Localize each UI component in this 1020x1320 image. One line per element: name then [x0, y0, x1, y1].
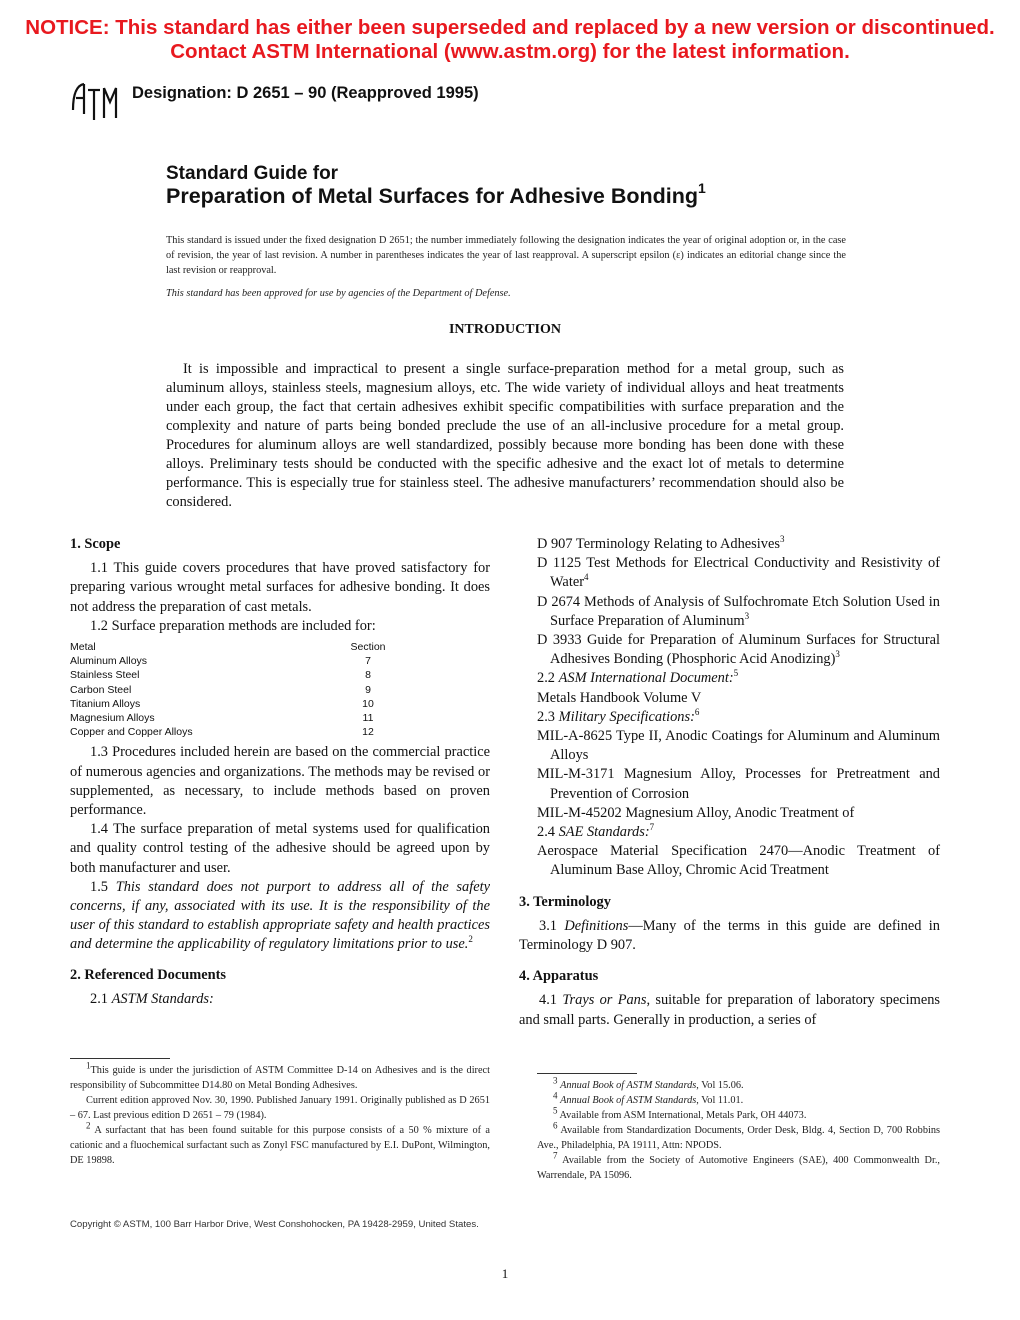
metal-cell: Carbon Steel	[70, 683, 132, 696]
paragraph-4-1-text: , suitable for preparation of laboratory specimens and small parts. Generally in production, a series of	[519, 992, 940, 1028]
footnote-text: , Vol 11.01.	[696, 1095, 744, 1106]
footnote-1-continued	[70, 1093, 490, 1123]
issued-note: This standard is issued under the fixed designation D 2651; the number immediately following the designation indicates the year of original adoption or, in the case of revision, the year of last revision. A number in parentheses indicates the year of last reapproval. A superscript epsilon (ε) indicates an editorial change since the last revision or reapproval.	[166, 235, 846, 276]
metal-cell: Copper and Copper Alloys	[70, 726, 193, 739]
table-row	[70, 668, 490, 682]
referenced-documents-heading: 2. Referenced Documents	[70, 966, 226, 983]
footnote-2	[70, 1120, 490, 1168]
footnote-4	[537, 1090, 940, 1108]
footnote-number: 6	[553, 1120, 558, 1131]
reference-footnote-ref: 4	[584, 572, 589, 583]
section-cell: 10	[362, 697, 374, 710]
paragraph-1-5-number: 1.5	[90, 878, 108, 895]
footnote-text: Available from ASM International, Metals Park, OH 44073.	[559, 1110, 807, 1121]
paragraph-2-2-title: ASM International Document:	[558, 670, 734, 687]
astm-logo	[70, 80, 120, 122]
footnote-number: 5	[553, 1105, 558, 1116]
terminology-heading: 3. Terminology	[519, 893, 611, 910]
footnote-text: Available from Standardization Documents, Order Desk, Bldg. 4, Section D, 700 Robbins Ave., Philadelphia, PA 19111, Attn: NPODS.	[537, 1125, 940, 1151]
footnote-ref-7: 7	[649, 822, 655, 833]
metal-cell: Stainless Steel	[70, 669, 140, 682]
footnotes-left	[70, 1058, 490, 1168]
table-row	[70, 711, 490, 725]
paragraph-3-1-number: 3.1	[539, 917, 557, 934]
metal-cell: Aluminum Alloys	[70, 655, 148, 668]
title-line-2	[166, 179, 706, 209]
footnote-number: 3	[553, 1075, 558, 1086]
reference-text: D 1125 Test Methods for Electrical Conductivity and Resistivity of Water	[537, 555, 940, 591]
footnote-3	[537, 1075, 940, 1093]
footnote-ref-2: 2	[468, 934, 473, 945]
table-header	[70, 640, 490, 654]
paragraph-2-1-number: 2.1	[90, 990, 108, 1007]
footnote-ref-5: 5	[733, 668, 739, 679]
footnote-number: 4	[553, 1090, 558, 1101]
table-row	[70, 725, 490, 739]
paragraph-1-1: 1.1 This guide covers procedures that have proved satisfactory for preparing various wrought metal surfaces for adhesive bonding. It does not address the preparation of cast metals.	[70, 560, 490, 615]
section-cell: 8	[365, 669, 371, 682]
paragraph-4-1-number: 4.1	[539, 992, 557, 1009]
paragraph-2-4-title: SAE Standards:	[558, 824, 650, 841]
table-row	[70, 697, 490, 711]
footnote-text: , Vol 15.06.	[696, 1080, 744, 1091]
section-cell: 12	[362, 726, 374, 739]
paragraph-2-3	[537, 708, 940, 727]
notice-line-1: NOTICE: This standard has either been superseded and replaced by a new version or discontinued.	[25, 16, 995, 39]
paragraph-2-3-title: Military Specifications:	[558, 708, 695, 725]
footnote-ref-6: 6	[694, 707, 700, 718]
footnote-number: 2	[86, 1120, 91, 1131]
paragraph-1-3: 1.3 Procedures included herein are based on the commercial practice of numerous agencies and organizations. The methods may be revised or supplemented, as necessary, to include methods based on proven performance.	[70, 744, 490, 819]
apparatus-heading: 4. Apparatus	[519, 968, 599, 985]
footnote-text: A surfactant that has been found suitable for this purpose consists of a 50 % mixture of a cationic and a fluochemical surfactant such as Zonyl FSC manufactured by E.I. DuPont, Wilmington, DE 19898.	[70, 1125, 490, 1166]
paragraph-4-1	[519, 991, 940, 1029]
section-cell: 11	[362, 712, 374, 725]
title-main: Preparation of Metal Surfaces for Adhesive Bonding	[166, 184, 699, 208]
notice-line-2: Contact ASTM International (www.astm.org) for the latest information.	[170, 40, 850, 63]
page-number: 1	[501, 1266, 509, 1281]
paragraph-1-5-text: This standard does not purport to address all of the safety concerns, if any, associated with its use. It is the responsibility of the user of this standard to establish appropriate safety and health practices and determine the applicability of regulatory limitations prior to use.	[70, 878, 490, 953]
paragraph-2-1	[70, 990, 490, 1009]
footnote-text: Current edition approved Nov. 30, 1990. Published January 1991. Originally published as D 2651 – 67. Last previous edition D 2651 – 79 (1984).	[70, 1095, 490, 1121]
title-footnote-ref: 1	[698, 179, 706, 196]
paragraph-2-2	[537, 669, 940, 688]
metal-cell: Titanium Alloys	[70, 697, 141, 710]
reference-text: D 3933 Guide for Preparation of Aluminum Surfaces for Structural Adhesives Bonding (Phosphoric Acid Anodizing)	[537, 632, 940, 668]
footnote-text: This guide is under the jurisdiction of ASTM Committee D-14 on Adhesives and is the direct responsibility of Subcommittee D14.80 on Metal Bonding Adhesives.	[70, 1065, 490, 1091]
reference-d2674	[537, 593, 940, 631]
paragraph-1-5	[70, 878, 490, 955]
footnote-number: 7	[553, 1150, 558, 1161]
reference-d3933	[537, 631, 940, 669]
footnote-rule	[537, 1073, 637, 1074]
designation: Designation: D 2651 – 90 (Reapproved 1995)	[132, 84, 479, 102]
metal-cell: Magnesium Alloys	[70, 712, 155, 725]
title-line-1: Standard Guide for	[166, 163, 339, 184]
footnote-number: 1	[86, 1060, 91, 1071]
mil-spec: MIL-M-45202 Magnesium Alloy, Anodic Treatment of	[537, 804, 855, 821]
column-header-section: Section	[350, 641, 386, 654]
reference-text: D 907 Terminology Relating to Adhesives	[537, 536, 780, 552]
footnote-italic: Annual Book of ASTM Standards	[560, 1080, 697, 1091]
paragraph-3-1-term: Definitions	[564, 917, 629, 934]
sae-standard: Aerospace Material Specification 2470—Anodic Treatment of Aluminum Base Alloy, Chromic Acid Treatment	[537, 843, 940, 879]
reference-d907	[537, 535, 940, 554]
metal-section-table	[70, 640, 490, 739]
paragraph-2-3-number: 2.3	[537, 708, 555, 725]
paragraph-3-1	[519, 917, 940, 955]
introduction-text: It is impossible and impractical to present a single surface-preparation method for a metal group, such as aluminum alloys, stainless steels, magnesium alloys, etc. The wide variety of individual alloys and heat treatments under each group, the fact that certain adhesives exhibit specific compatibilities with surface preparation and the complexity and nature of parts being bonded preclude the use of an all-inclusive procedure for a metal group. Procedures for aluminum alloys are well standardized, possibly because more bonding has been done with these alloys. Preliminary tests should be conducted with the specific adhesive and the exact lot of metals to determine performance. This is especially true for stainless steel. The adhesive manufacturers’ recommendation should also be considered.	[166, 361, 844, 510]
scope-heading: 1. Scope	[70, 536, 121, 552]
left-column	[70, 535, 490, 1009]
mil-spec: MIL-M-3171 Magnesium Alloy, Processes for Pretreatment and Prevention of Corrosion	[537, 766, 940, 802]
section-cell: 9	[365, 683, 371, 696]
paragraph-1-2: 1.2 Surface preparation methods are included for:	[90, 617, 376, 634]
footnote-1	[70, 1060, 490, 1093]
approved-note: This standard has been approved for use by agencies of the Department of Defense.	[166, 288, 511, 299]
introduction-heading: INTRODUCTION	[448, 322, 561, 337]
reference-footnote-ref: 3	[835, 649, 840, 660]
paragraph-2-4	[537, 823, 940, 842]
reference-footnote-ref: 3	[744, 611, 750, 622]
paragraph-2-2-number: 2.2	[537, 670, 555, 687]
column-header-metal: Metal	[70, 641, 96, 654]
paragraph-1-4: 1.4 The surface preparation of metal systems used for qualification and quality control testing of the adhesive should be agreed upon by both manufacturer and user.	[70, 821, 490, 876]
asm-document: Metals Handbook Volume V	[537, 689, 702, 706]
footnote-6	[537, 1120, 940, 1153]
footnotes-right	[537, 1073, 940, 1183]
paragraph-4-1-term: Trays or Pans	[562, 992, 647, 1009]
footnote-5	[537, 1105, 940, 1123]
reference-text: D 2674 Methods of Analysis of Sulfochromate Etch Solution Used in Surface Preparation of Aluminum	[537, 593, 940, 629]
paragraph-3-1-text: —Many of the terms in this guide are defined in Terminology D 907.	[519, 917, 940, 954]
table-row	[70, 654, 490, 668]
reference-d1125	[537, 554, 940, 592]
table-row	[70, 683, 490, 697]
reference-footnote-ref: 3	[779, 534, 785, 545]
copyright: Copyright © ASTM, 100 Barr Harbor Drive, West Conshohocken, PA 19428-2959, United States.	[70, 1219, 479, 1230]
footnote-7	[537, 1150, 940, 1183]
footnote-text: Available from the Society of Automotive Engineers (SAE), 400 Commonwealth Dr., Warrendale, PA 15096.	[537, 1155, 940, 1181]
mil-spec: MIL-A-8625 Type II, Anodic Coatings for Aluminum and Aluminum Alloys	[537, 728, 940, 764]
section-cell: 7	[365, 655, 371, 668]
paragraph-2-4-number: 2.4	[537, 824, 555, 841]
footnote-italic: Annual Book of ASTM Standards	[560, 1095, 697, 1106]
right-column	[519, 534, 940, 1030]
paragraph-2-1-title: ASTM Standards:	[111, 990, 214, 1007]
footnote-rule	[70, 1058, 170, 1059]
